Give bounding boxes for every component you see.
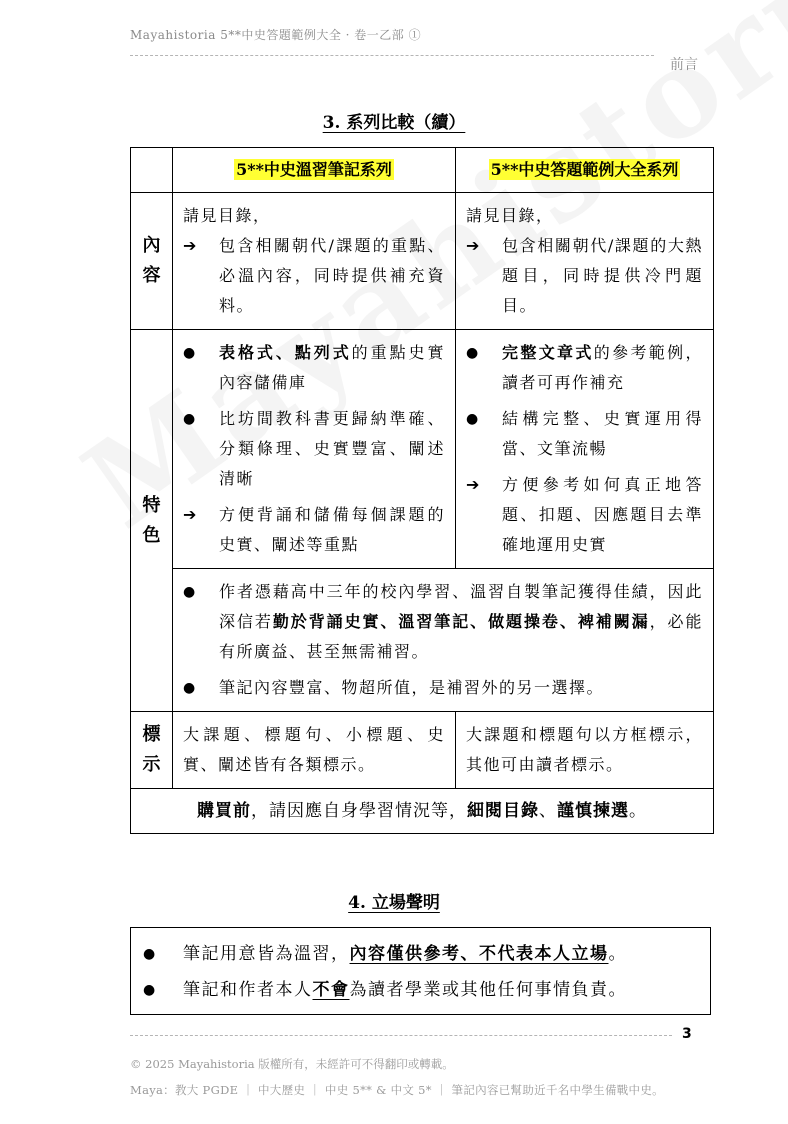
bullet-icon: ● — [466, 345, 480, 361]
arrow-icon: ➔ — [466, 236, 481, 255]
section-4-title: 4. 立場聲明 — [348, 893, 440, 913]
marks-row — [131, 712, 714, 789]
copyright-notice: © 2025 Mayahistoria 版權所有，未經許可不得翻印或轉載。 — [130, 1057, 454, 1071]
answers-feature-3: 方便參考如何真正地答題、扣題、因應題目去準確地運用史實 — [502, 475, 703, 554]
answers-content-point: 包含相關朝代/課題的大熱題目，同時提供冷門題目。 — [502, 236, 703, 315]
shared-features-cell — [173, 569, 714, 712]
marks-row-label: 標示 — [131, 712, 173, 789]
footer-divider — [130, 1035, 672, 1036]
shared-feature-2: 筆記內容豐富、物超所值，是補習外的另一選擇。 — [219, 678, 605, 697]
answers-marks-cell: 大課題和標題句以方框標示，其他可由讀者標示。 — [456, 712, 714, 789]
col-notes-series-heading: 5**中史溫習筆記系列 — [173, 148, 456, 193]
bullet-icon: ● — [183, 345, 197, 361]
bullet-icon: ● — [466, 411, 480, 427]
content-row-label: 內容 — [131, 193, 173, 330]
answers-feature-2: 結構完整、史實運用得當、文筆流暢 — [502, 409, 703, 458]
notes-feature-2: 比坊間教科書更歸納準確、分類條理、史實豐富、闡述清晰 — [219, 409, 445, 488]
arrow-icon: ➔ — [183, 236, 198, 255]
arrow-icon: ➔ — [183, 505, 198, 524]
bullet-icon: ● — [183, 584, 197, 600]
bullet-icon: ● — [183, 411, 197, 427]
notes-content-point: 包含相關朝代/課題的重點、必溫內容，同時提供補充資料。 — [219, 236, 445, 315]
answers-features-cell — [456, 330, 714, 569]
answers-feature-1: 完整文章式的參考範例，讀者可再作補充 — [502, 343, 703, 392]
bullet-icon: ● — [183, 680, 197, 696]
disclaimer-box — [130, 927, 711, 1015]
notes-features-cell — [173, 330, 456, 569]
purchase-advice-row — [131, 789, 714, 834]
content-row — [131, 193, 714, 330]
header-section-label: 前言 — [670, 57, 698, 73]
notes-feature-1: 表格式、點列式的重點史實內容儲備庫 — [219, 343, 445, 392]
notes-content-intro: 請見目錄， — [183, 206, 271, 225]
notes-marks-cell: 大課題、標題句、小標題、史實、闡述皆有各類標示。 — [173, 712, 456, 789]
corner-cell — [131, 148, 173, 193]
features-row — [131, 330, 714, 569]
disclaimer-2: 筆記和作者本人不會為讀者學業或其他任何事情負責。 — [183, 980, 627, 1000]
arrow-icon: ➔ — [466, 475, 481, 494]
header-title: Mayahistoria 5**中史答題範例大全 · 卷一乙部 ① — [130, 28, 422, 42]
notes-feature-3: 方便背誦和儲備每個課題的史實、闡述等重點 — [219, 505, 445, 554]
author-credentials: Maya：教大 PGDE ｜ 中大歷史 ｜ 中史 5** & 中文 5* ｜ 筆記內容已幫助近千名中學生備戰中史。 — [130, 1083, 664, 1097]
answers-content-cell — [456, 193, 714, 330]
disclaimer-1: 筆記用意皆為溫習，內容僅供參考、不代表本人立場。 — [183, 944, 627, 964]
section-3-title: 3. 系列比較（續） — [322, 113, 466, 133]
answers-content-intro: 請見目錄， — [466, 206, 554, 225]
shared-feature-1: 作者憑藉高中三年的校內學習、溫習自製筆記獲得佳績，因此深信若勤於背誦史實、溫習筆記、做題操卷、裨補闕漏，必能有所廣益、甚至無需補習。 — [219, 582, 703, 661]
comparison-table — [130, 147, 714, 834]
header-divider — [130, 55, 654, 56]
shared-features-row — [131, 569, 714, 712]
bullet-icon: ● — [143, 946, 157, 962]
features-row-label: 特色 — [131, 330, 173, 712]
col-answers-series-heading: 5**中史答題範例大全系列 — [456, 148, 714, 193]
notes-content-cell — [173, 193, 456, 330]
page-number: 3 — [682, 1026, 692, 1042]
purchase-advice-cell: 購買前，請因應自身學習情況等，細閱目錄、謹慎揀選。 — [131, 789, 714, 834]
bullet-icon: ● — [143, 982, 157, 998]
table-header-row — [131, 148, 714, 193]
